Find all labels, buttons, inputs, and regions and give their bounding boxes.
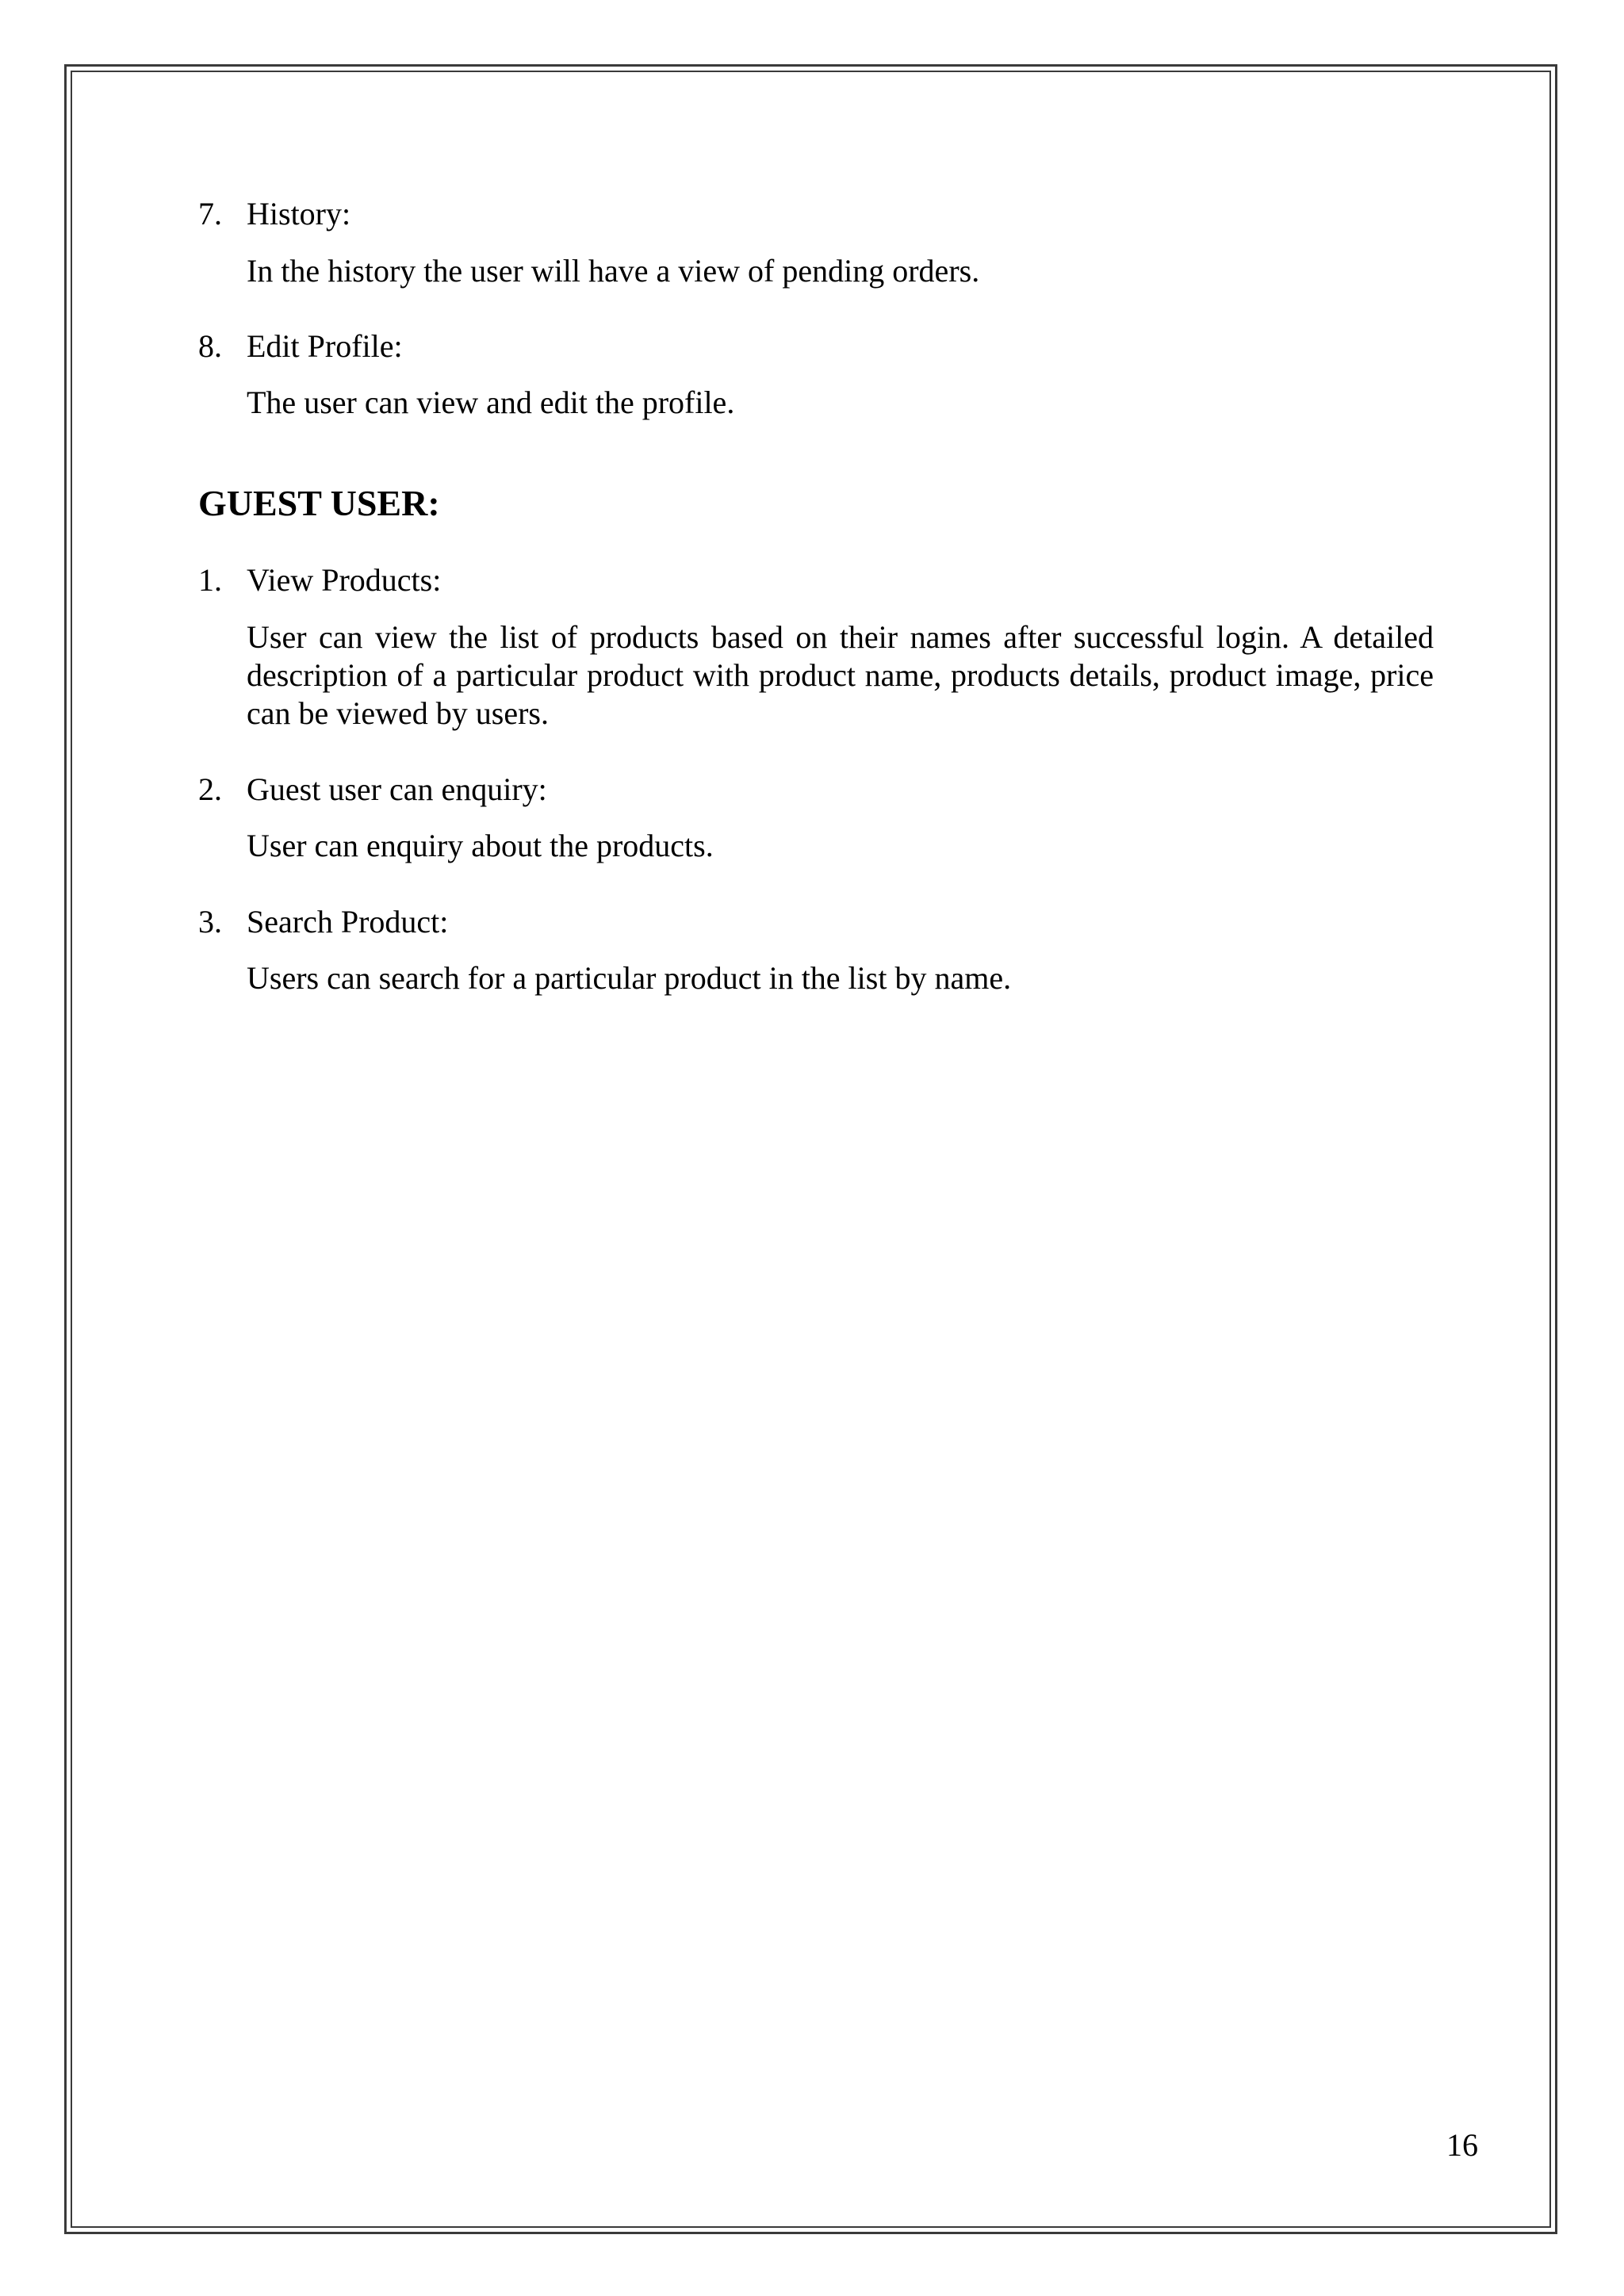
list-item-title: Search Product: [247,904,449,939]
list-item-title: Edit Profile: [247,328,403,364]
list-item-number: 3. [198,904,222,939]
list-item-title: Guest user can enquiry: [247,771,547,807]
list-item-edit-profile-description: The user can view and edit the profile. [247,385,735,420]
list-item-title: History: [247,196,351,232]
list-item-title: View Products: [247,562,442,598]
list-item-view-products-description: User can view the list of products based on their names after successful login. A detailed description of a particular product with product name, products details, product image, price can be viewed by users. [247,619,1434,731]
page-number: 16 [1446,2127,1478,2163]
list-item-number: 1. [198,562,222,598]
list-item-number: 7. [198,196,222,232]
list-item-number: 8. [198,328,222,364]
list-item-search-product-description: Users can search for a particular product in the list by name. [247,960,1012,996]
list-item-number: 2. [198,771,222,807]
section-heading-guest-user: GUEST USER: [198,483,440,523]
list-item-history-description: In the history the user will have a view of pending orders. [247,253,980,289]
list-item-guest-enquiry-description: User can enquiry about the products. [247,828,714,863]
